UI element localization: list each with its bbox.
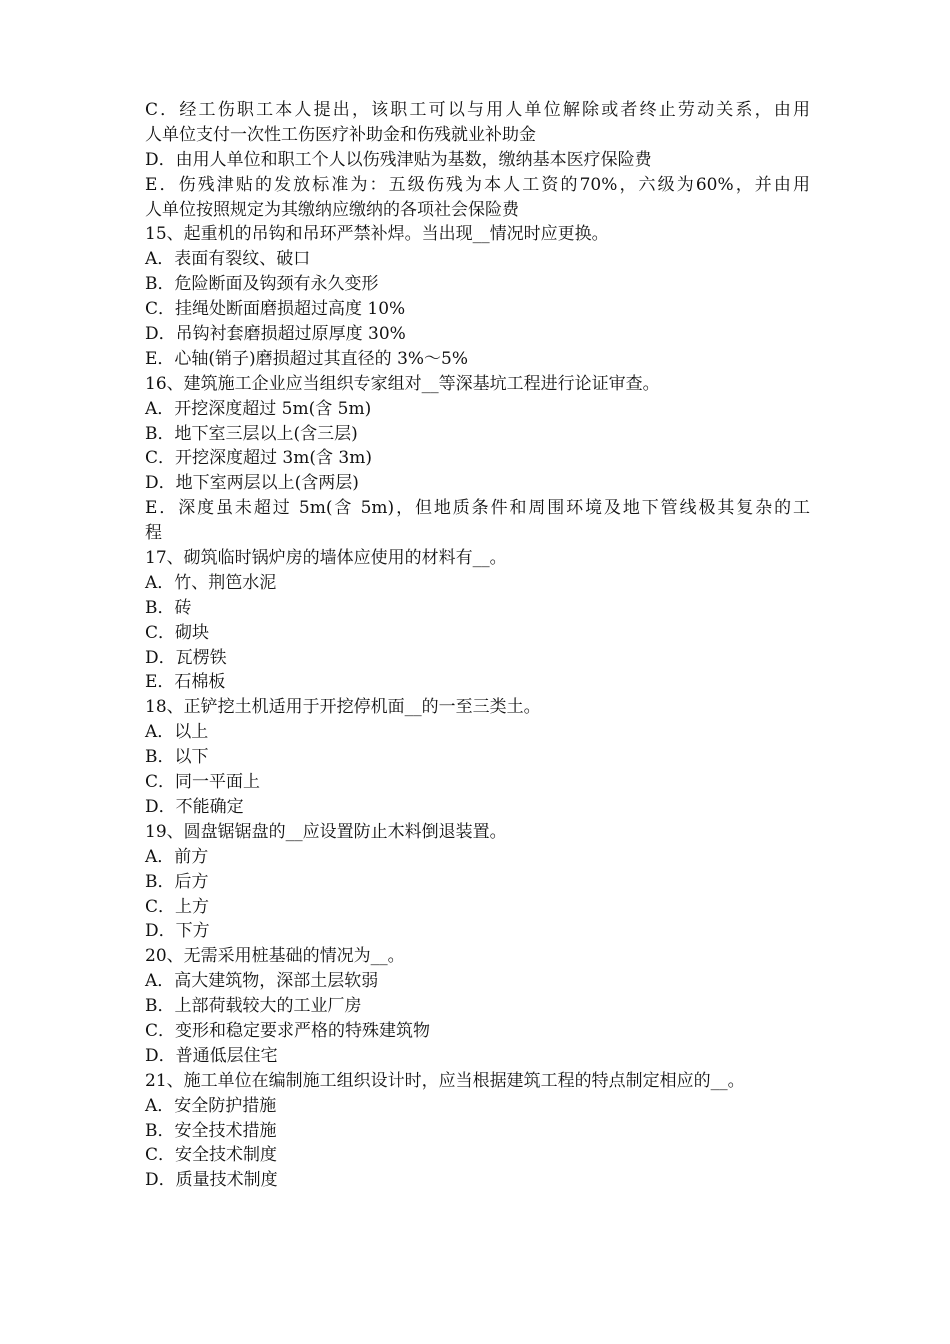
text-line: D．下方: [145, 921, 210, 942]
text-line: A．前方: [145, 846, 209, 867]
text-line: D．由用人单位和职工个人以伤残津贴为基数，缴纳基本医疗保险费: [145, 149, 652, 170]
text-line: E．心轴(销子)磨损超过其直径的 3%～5%: [145, 348, 469, 369]
text-line: B．砖: [145, 597, 192, 618]
text-line: C．上方: [145, 896, 210, 917]
text-line: C．经工伤职工本人提出，该职工可以与用人单位解除或者终止劳动关系，由用: [145, 100, 810, 120]
text-line: C．开挖深度超过 3m(含 3m): [145, 448, 372, 469]
text-line: 人单位支付一次性工伤医疗补助金和伤残就业补助金: [145, 124, 536, 145]
text-line: C．同一平面上: [145, 772, 261, 793]
text-line: C．挂绳处断面磨损超过高度 10%: [145, 299, 406, 320]
text-line: B．地下室三层以上(含三层): [145, 423, 358, 444]
document-page: [145, 98, 810, 1193]
text-line: D．质量技术制度: [145, 1170, 278, 1191]
text-line: 人单位按照规定为其缴纳应缴纳的各项社会保险费: [145, 199, 519, 220]
text-line: A．高大建筑物，深部土层软弱: [145, 971, 379, 992]
text-line: D．不能确定: [145, 796, 244, 817]
text-line: 17、砌筑临时锅炉房的墙体应使用的材料有__。: [145, 548, 507, 569]
text-line: D．吊钩衬套磨损超过原厚度 30%: [145, 324, 406, 345]
text-line: E．石棉板: [145, 672, 226, 693]
text-line: B．以下: [145, 747, 209, 768]
text-line: B．危险断面及钩颈有永久变形: [145, 274, 379, 295]
text-line: B．后方: [145, 871, 209, 892]
text-line: C．变形和稳定要求严格的特殊建筑物: [145, 1020, 431, 1041]
text-line: E．伤残津贴的发放标准为：五级伤残为本人工资的70%，六级为60%，并由用: [145, 174, 810, 195]
text-line: 程: [145, 523, 162, 544]
text-line: 21、施工单位在编制施工组织设计时，应当根据建筑工程的特点制定相应的__。: [145, 1070, 745, 1091]
text-line: 18、正铲挖土机适用于开挖停机面__的一至三类土。: [145, 697, 541, 718]
text-line: 16、建筑施工企业应当组织专家组对__等深基坑工程进行论证审查。: [145, 373, 660, 394]
text-line: A．安全防护措施: [145, 1095, 277, 1116]
text-line: C．砌块: [145, 622, 210, 643]
text-line: D．普通低层住宅: [145, 1045, 278, 1066]
text-line: E．深度虽未超过 5m(含 5m)，但地质条件和周围环境及地下管线极其复杂的工: [145, 498, 810, 519]
text-line: 15、起重机的吊钩和吊环严禁补焊。当出现__情况时应更换。: [145, 224, 609, 245]
text-line: A．竹、荆笆水泥: [145, 572, 277, 593]
text-line: A．以上: [145, 722, 209, 743]
text-line: D．地下室两层以上(含两层): [145, 473, 359, 494]
text-line: B．上部荷载较大的工业厂房: [145, 996, 362, 1017]
text-line: C．安全技术制度: [145, 1145, 278, 1166]
text-line: A．开挖深度超过 5m(含 5m): [145, 398, 372, 419]
text-line: A．表面有裂纹、破口: [145, 249, 311, 270]
text-line: 19、圆盘锯锯盘的__应设置防止木料倒退装置。: [145, 821, 507, 842]
text-line: 20、无需采用桩基础的情况为__。: [145, 946, 405, 967]
text-line: B．安全技术措施: [145, 1120, 277, 1141]
text-line: D．瓦楞铁: [145, 647, 227, 668]
